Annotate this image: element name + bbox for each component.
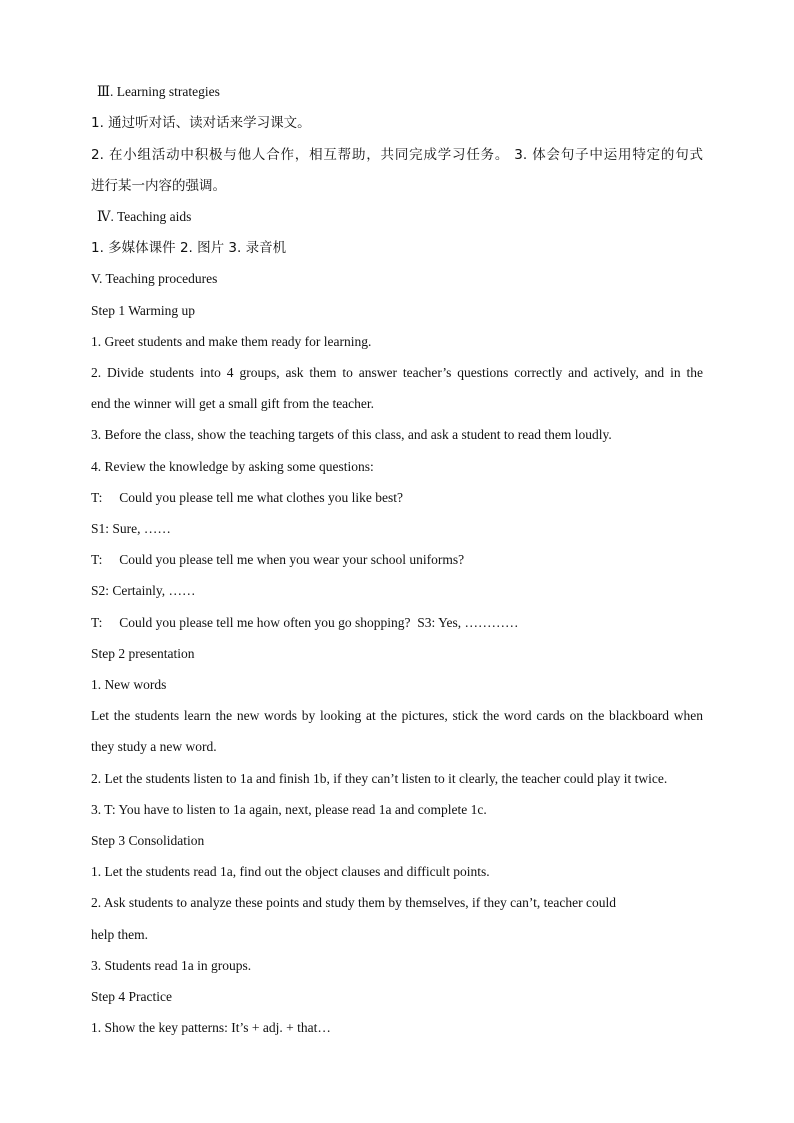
step-3-item-1: 1. Let the students read 1a, find out the object clauses and difficult points.: [91, 864, 490, 879]
dialogue-line-t-1: T: Could you please tell me what clothes you like best?: [91, 490, 404, 505]
step-3-item-3: 3. Students read 1a in groups.: [91, 958, 252, 973]
step-2-item-2: 2. Let the students listen to 1a and finish 1b, if they can’t listen to it clearly, the teacher could play it twice.: [91, 771, 668, 786]
strategy-item-1: 1. 通过听对话、读对话来学习课文。: [91, 115, 311, 131]
strategy-item-2-continued: 进行某一内容的强调。: [91, 178, 226, 194]
step-1-heading: Step 1 Warming up: [91, 303, 196, 318]
step-3-heading: Step 3 Consolidation: [91, 833, 205, 848]
step-1-item-2-continued: end the winner will get a small gift from the teacher.: [91, 396, 375, 411]
step-1-item-1: 1. Greet students and make them ready for learning.: [91, 334, 372, 349]
step-4-item-1: 1. Show the key patterns: It’s + adj. + that…: [91, 1020, 331, 1035]
step-3-item-2-continued: help them.: [91, 927, 148, 942]
step-1-item-4: 4. Review the knowledge by asking some questions:: [91, 459, 374, 474]
step-1-item-2: 2. Divide students into 4 groups, ask them to answer teacher’s questions correctly and actively, and in the: [91, 365, 703, 380]
heading-teaching-aids: Ⅳ. Teaching aids: [97, 209, 192, 224]
dialogue-line-t-2: T: Could you please tell me when you wear your school uniforms?: [91, 552, 465, 567]
step-2-heading: Step 2 presentation: [91, 646, 195, 661]
step-2-new-words-text-continued: they study a new word.: [91, 739, 217, 754]
dialogue-line-s2: S2: Certainly, ……: [91, 583, 196, 598]
step-2-item-3: 3. T: You have to listen to 1a again, next, please read 1a and complete 1c.: [91, 802, 487, 817]
step-2-item-1: 1. New words: [91, 677, 167, 692]
step-2-new-words-text: Let the students learn the new words by looking at the pictures, stick the word cards on the blackboard when: [91, 708, 703, 723]
step-3-item-2: 2. Ask students to analyze these points and study them by themselves, if they can’t, teacher could: [91, 895, 617, 910]
dialogue-line-t-3: T: Could you please tell me how often you go shopping? S3: Yes, …………: [91, 615, 519, 630]
dialogue-line-s1: S1: Sure, ……: [91, 521, 171, 536]
teaching-aids-list: 1. 多媒体课件 2. 图片 3. 录音机: [91, 240, 287, 256]
step-1-item-3: 3. Before the class, show the teaching targets of this class, and ask a student to read them loudly.: [91, 427, 612, 442]
heading-teaching-procedures: V. Teaching procedures: [91, 271, 218, 286]
heading-learning-strategies: Ⅲ. Learning strategies: [97, 84, 220, 99]
strategy-item-2: 2. 在小组活动中积极与他人合作，相互帮助，共同完成学习任务。 3. 体会句子中运用特定的句式: [91, 147, 703, 163]
step-4-heading: Step 4 Practice: [91, 989, 172, 1004]
